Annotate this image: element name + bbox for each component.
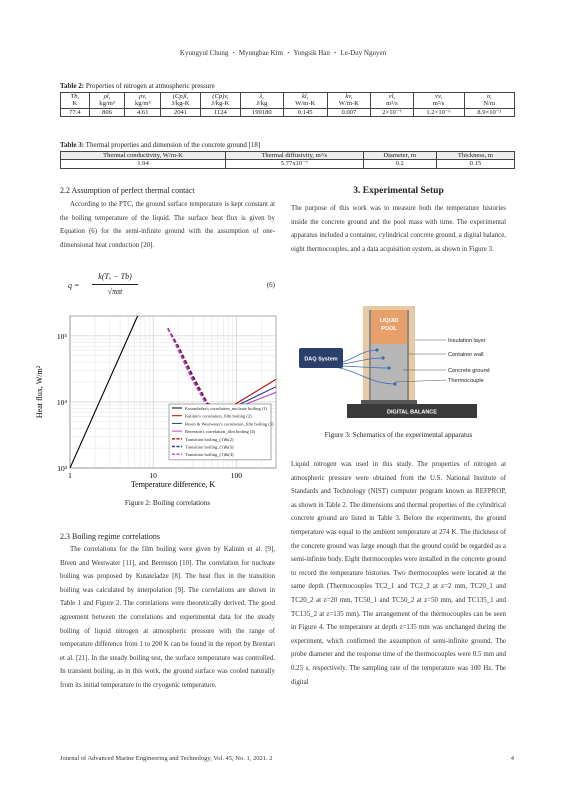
- section-2-3-title: 2.3 Boiling regime correlations: [60, 532, 160, 541]
- table3-caption-label: Table 3:: [60, 141, 85, 149]
- running-header: Kyungyul Chung ・ Myungbae Kim ・ Yongsik Han ・ Le-Duy Nguyen: [179, 49, 387, 57]
- table2-header-cell: Tb, K: [61, 93, 90, 109]
- section-3-paragraph: The purpose of this work was to measure both the temperature histories inside the concrete ground and the pool mass with time. The experimental apparatus included a container, cylindrical concrete ground, a digital balance, eight thermocouples, and a data acquisition system, as shown in Figure 3.: [291, 205, 506, 253]
- equation-fraction-bar: [92, 284, 138, 285]
- y-axis-label: Heat flux, W/m²: [35, 365, 44, 419]
- balance-top: [361, 400, 417, 404]
- legend-label: Kutateladze's correlation_nucleate boiling (1): [185, 406, 268, 411]
- legend-label: Berenson's correlation_film boiling (4): [185, 429, 256, 435]
- section-2-2-title: 2.2 Assumption of perfect thermal contact: [60, 186, 195, 195]
- section-3-paragraph-2: Liquid nitrogen was used in this study. The properties of nitrogen at atmospheric pressure were obtained from the U.S. National Institute of Standards and Technology (NIST) computer program known as REFPROP, as shown in Table 2. The dimensions and thermal properties of the cylindrical concrete ground are listed in Table 3. Before the experiments, the ground temperature was equal to the ambient temperature at 274 K. The thickness of the concrete ground was large enough that the ground could be regarded as a semi-infinite body. Eight thermocouples were installed in the concrete ground to record the temperature histories. Two thermocouples were located at the same depth (Thermocouples TC2_1 and TC2_2 at z=2 mm, TC20_1 and TC20_2 at z=20 mm, TC50_1 and TC50_2 at z=50 mm, and TC135_1 and TC135_2 at z=135 mm). The arrangement of the thermocouples can be seen in Figure 4. The temperature at depth z=135 mm was unchanged during the experiment, which confirmed the assumption of semi-infinite ground. The probe diameter and the response time of the thermocouples were 0.5 mm and 0.25 s, respectively. The sampling rate of the temperature was 100 Hz. The digital: [291, 461, 506, 686]
- table2-cell: 0.007: [327, 108, 371, 116]
- table3-data-row: [61, 160, 515, 168]
- journal-footer: Journal of Advanced Marine Engineering and Technology, Vol. 45, No. 1, 2021. 2: [60, 755, 273, 762]
- table2-cell: 199180: [240, 108, 283, 116]
- y-tick-label: 10⁴: [56, 397, 67, 407]
- legend-label: Transition boiling_(1)&(4): [185, 452, 234, 458]
- figure-3-schematic: [291, 300, 506, 425]
- table3-caption-text: Thermal properties and dimension of the concrete ground [18]: [84, 141, 261, 149]
- table2-cell: 77.4: [61, 108, 90, 116]
- section-2-2-paragraph: According to the PTC, the ground surface temperature is kept constant at the boiling temperature of the liquid. The surface heat flux is given by Equation (6) for the semi-infinite ground with the assumption of one-dimensional heat conduction [20].: [60, 201, 275, 249]
- table2-header-cell: λ, J/kg: [240, 93, 283, 109]
- container-wall-right: [407, 310, 409, 400]
- table2-cell: 806: [89, 108, 125, 116]
- table3-cell: 1.94: [61, 160, 226, 168]
- table2-cell: 1.2×10⁻⁶: [413, 108, 464, 116]
- equation-denominator: √παt: [107, 287, 123, 296]
- equation-6: [60, 272, 275, 302]
- figure-2-caption: Figure 2: Boiling correlations: [124, 499, 211, 507]
- callout-concrete-ground: Concrete ground: [448, 368, 490, 374]
- pool-label-line2: POOL: [381, 326, 397, 332]
- figure-2-chart: [34, 312, 284, 492]
- daq-label: DAQ System: [304, 356, 338, 363]
- table2-header-row: [61, 93, 515, 109]
- table2-caption-text: Properties of nitrogen at atmospheric pressure: [84, 82, 215, 90]
- table3-header-cell: Diameter, m: [363, 152, 436, 160]
- legend-label: Kalinin's correlation_film boiling (2): [185, 413, 252, 419]
- table2-caption: [60, 82, 215, 90]
- table3-caption: [60, 141, 260, 149]
- table2-cell: 1124: [200, 108, 240, 116]
- table3-cell: 0.15: [436, 160, 514, 168]
- equation-numerator: k(Tₒ − Tb): [98, 272, 132, 281]
- table2-cell: 2×10⁻⁷: [371, 108, 413, 116]
- balance-label: DIGITAL BALANCE: [387, 409, 437, 416]
- legend-label: Transition boiling_(1)&(2): [185, 436, 234, 442]
- table2-cell: 8.9×10⁻³: [464, 108, 514, 116]
- y-tick-label: 10³: [57, 464, 67, 473]
- callout-insulation-layer: Insulation layer: [448, 338, 486, 344]
- legend: [169, 404, 274, 460]
- table2-caption-label: Table 2:: [60, 82, 85, 90]
- x-tick-label: 1: [68, 471, 72, 480]
- table2-header-cell: (Cp)l, J/kg-K: [161, 93, 201, 109]
- table3-cell: 5.77x10⁻⁷: [226, 160, 364, 168]
- table2-header-cell: (Cp)v, J/kg-K: [200, 93, 240, 109]
- equation-number: (6): [266, 281, 275, 289]
- table3-header-cell: Thermal conductivity, W/m-K: [61, 152, 226, 160]
- pool-label-line1: LIQUID: [379, 318, 399, 324]
- container-wall-left: [369, 310, 371, 400]
- section-3-title: 3. Experimental Setup: [353, 186, 444, 196]
- table2-data-row: [61, 108, 515, 116]
- concrete-ground: [371, 344, 407, 400]
- section-2-3-paragraph: The correlations for the film boiling were given by Kalinin et al. [9], Breen and Westwater [11], and Berenson [10]. The correlation for nucleate boiling was proposed by Kutateladze [8]. The heat flux in the transition boiling was calculated by interpolation [9]. The correlations are shown in Table 1 and Figure 2. The correlations were theoretically derived. The good agreement between the correlations and experimental data for the steady boiling of liquid nitrogen at atmospheric pressure with the range of temperature difference from 1 to 200 K can be found in the report by Brentari et al. [21]. In the steady boiling test, the surface temperature was controlled. In transient boiling, as in this work, the ground surface was cooled naturally from its initial temperature to the cryogenic temperature.: [60, 546, 275, 689]
- table2-header-cell: ρl, kg/m³: [89, 93, 125, 109]
- x-axis-label: Temperature difference, K: [130, 480, 216, 489]
- table3: [60, 151, 515, 169]
- legend-label: Breen & Westwater's correlation_film boiling (3): [185, 421, 274, 427]
- table2-header-cell: νv, m²/s: [413, 93, 464, 109]
- page-number: 4: [510, 755, 514, 762]
- y-tick-label: 10⁵: [56, 331, 67, 341]
- table3-header-cell: Thermal diffusivity, m²/s: [226, 152, 364, 160]
- table3-header-row: [61, 152, 515, 160]
- table2-header-cell: σ, N/m: [464, 93, 514, 109]
- table3-cell: 0.2: [363, 160, 436, 168]
- callout-container-wall: Container wall: [448, 352, 484, 358]
- x-tick-label: 100: [230, 471, 242, 480]
- legend-label: Transition boiling_(1)&(3): [185, 444, 234, 450]
- figure-3-caption: Figure 3: Schematics of the experimental apparatus: [324, 431, 473, 439]
- table2-header-cell: ρv, kg/m³: [125, 93, 161, 109]
- table2-cell: 2041: [161, 108, 201, 116]
- table2-header-cell: νl, m²/s: [371, 93, 413, 109]
- table2: [60, 92, 515, 117]
- table2-header-cell: kl, W/m-K: [283, 93, 327, 109]
- table2-cell: 0.145: [283, 108, 327, 116]
- x-tick-label: 10: [149, 471, 157, 480]
- callout-thermocouple: Thermocouple: [448, 378, 484, 384]
- table2-cell: 4.61: [125, 108, 161, 116]
- table2-header-cell: kv, W/m-K: [327, 93, 371, 109]
- equation-lhs: q =: [68, 281, 80, 290]
- table3-header-cell: Thickness, m: [436, 152, 514, 160]
